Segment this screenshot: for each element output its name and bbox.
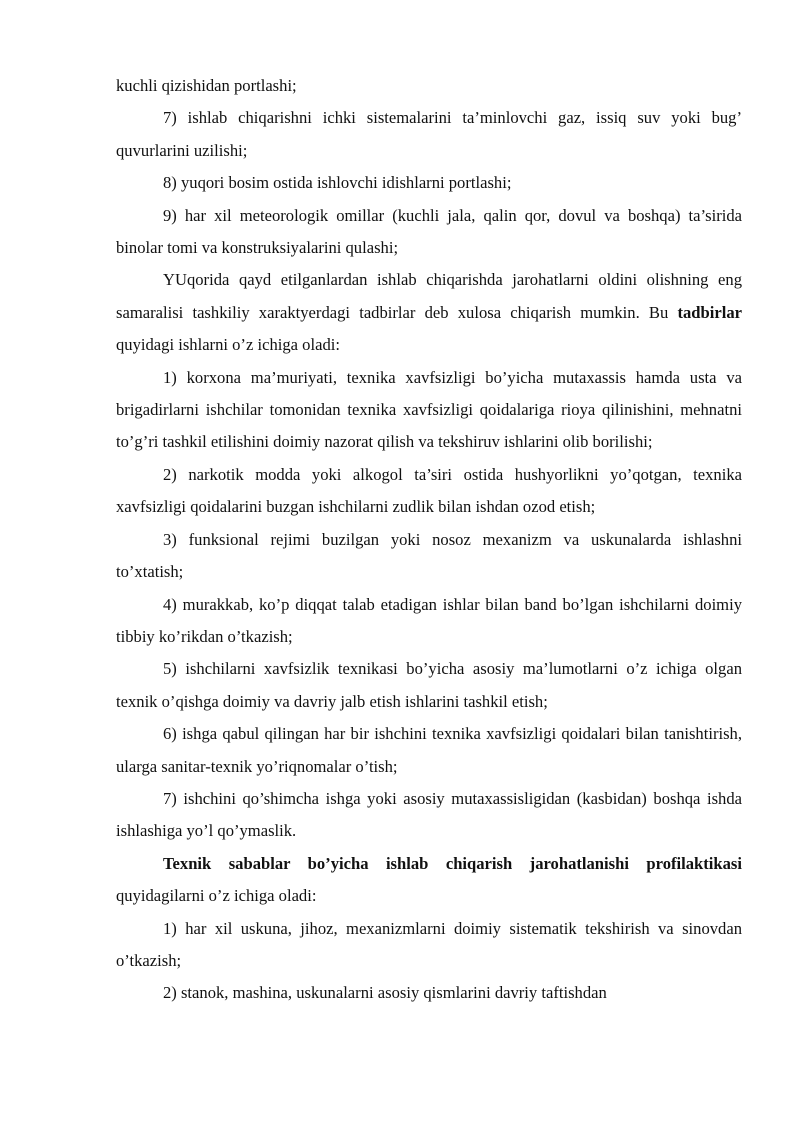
list-item-8-pressure-vessels: 8) yuqori bosim ostida ishlovchi idishlarni portlashi; [163, 173, 512, 193]
paragraph-text: YUqorida qayd etilganlardan ishlab chiqarishda jarohatlarni oldini olishning eng samaralisi tashkiliy xaraktyerdagi tadbirlar deb xulosa chiqarish mumkin. Bu [116, 270, 742, 322]
list-item-2-intoxicated-workers: 2) narkotik modda yoki alkogol ta’siri ostida hushyorlikni yo’qotgan, texnika xavfsizligi qoidalarini buzgan ishchilarni zudlik bilan ishdan ozod etish; [116, 464, 742, 517]
list-item-1-administration: 1) korxona ma’muriyati, texnika xavfsizligi bo’yicha mutaxassis hamda usta va brigadirlarni ishchilar tomonidan texnika xavfsizligi qoidalariga rioya qilinishini, mehnatni to’g’ri tashkil etilishini doimiy nazorat qilish va tekshiruv ishlarini olib borilishi; [116, 367, 742, 452]
list-item-2-inspection: 2) stanok, mashina, uskunalarni asosiy qismlarini davriy taftishdan [163, 983, 607, 1003]
paragraph-text: quyidagi ishlarni o’z ichiga oladi: [116, 335, 340, 355]
list-item-9-meteorological: 9) har xil meteorologik omillar (kuchli jala, qalin qor, dovul va boshqa) ta’sirida binolar tomi va konstruksiyalarini qulashi; [116, 205, 742, 258]
bold-heading: Texnik sabablar bo’yicha ishlab chiqarish jarohatlanishi profilaktikasi [163, 853, 742, 873]
list-item-1-testing: 1) har xil uskuna, jihoz, mexanizmlarni doimiy sistematik tekshirish va sinovdan o’tkazish; [116, 918, 742, 970]
list-item-7-other-work: 7) ishchini qo’shimcha ishga yoki asosiy mutaxassisligidan (kasbidan) boshqa ishda ishlashiga yo’l qo’ymaslik. [116, 788, 742, 841]
list-item-3-faulty-equipment: 3) funksional rejimi buzilgan yoki nosoz mexanizm va uskunalarda ishlashni to’xtatish; [116, 529, 742, 582]
list-item-4-medical-checkup: 4) murakkab, ko’p diqqat talab etadigan ishlar bilan band bo’lgan ishchilarni doimiy tibbiy ko’rikdan o’tkazish; [116, 594, 742, 646]
list-item-5-training: 5) ishchilarni xavfsizlik texnikasi bo’yicha asosiy ma’lumotlarni o’z ichiga olgan texnik o’qishga doimiy va davriy jalb etish ishlarini tashkil etish; [116, 659, 742, 711]
document-page [116, 70, 742, 1010]
list-item-7-gas-pipes: 7) ishlab chiqarishni ichki sistemalarini ta’minlovchi gaz, issiq suv yoki bug’ quvurlarini uzilishi; [116, 108, 742, 160]
paragraph-continuation: kuchli qizishidan portlashi; [116, 76, 297, 95]
paragraph-organizational-measures [116, 264, 742, 361]
list-item-6-induction: 6) ishga qabul qilingan har bir ishchini texnika xavfsizligi qoidalari bilan tanishtirish, ularga sanitar-texnik yo’riqnomalar o’tish; [116, 724, 742, 776]
bold-term: tadbirlar [677, 302, 742, 322]
paragraph-technical-prophylaxis [116, 848, 742, 913]
paragraph-text: quyidagilarni o’z ichiga oladi: [116, 886, 317, 906]
